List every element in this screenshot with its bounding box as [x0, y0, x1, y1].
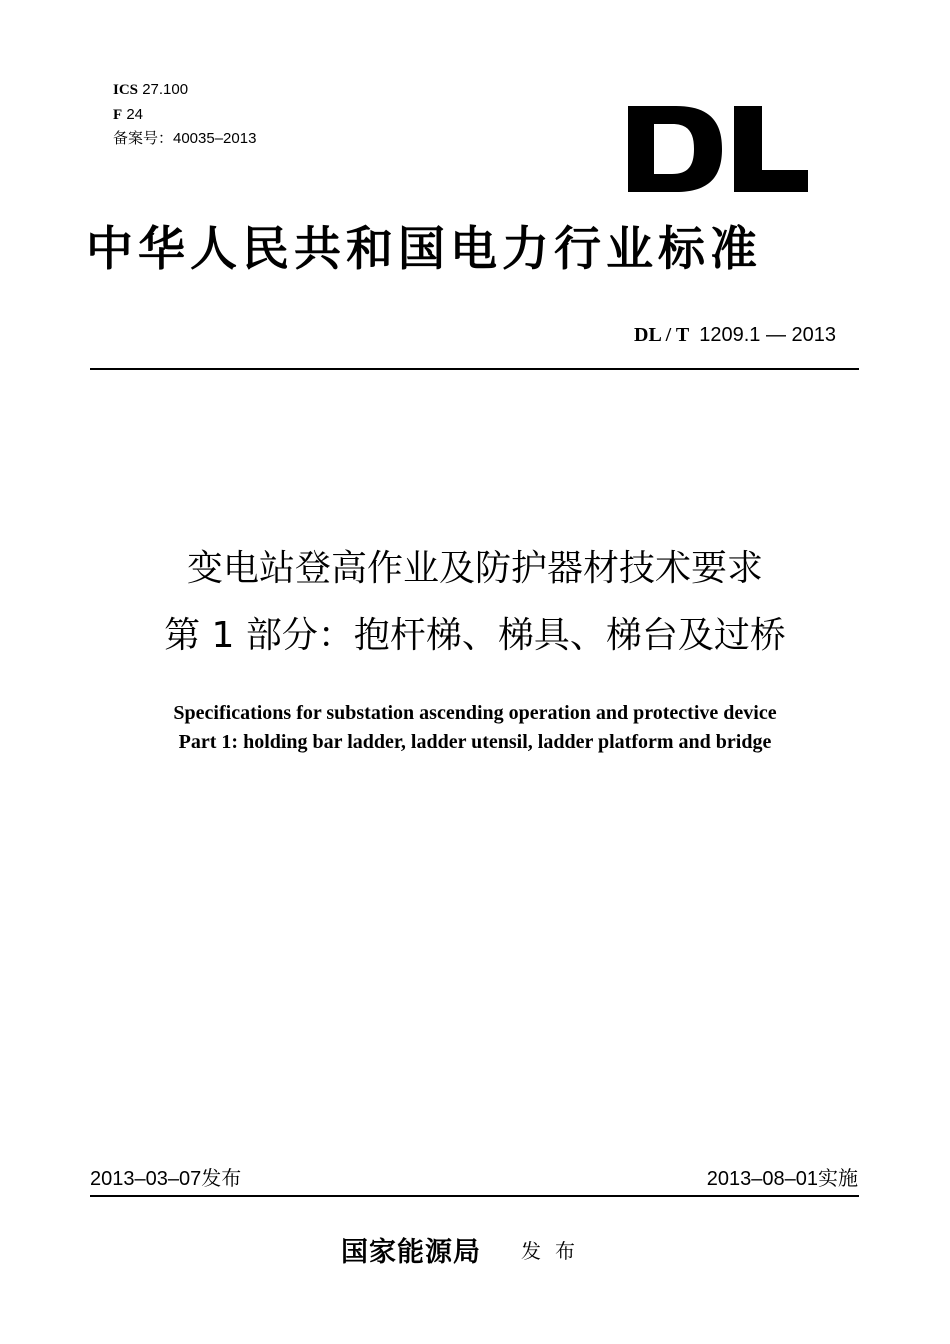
ccs-code [113, 103, 256, 128]
ccs-value: 24 [126, 105, 144, 123]
document-title-en-line2: Part 1: holding bar ladder, ladder utensil, ladder platform and bridge [178, 731, 772, 753]
issuing-authority [341, 1235, 589, 1271]
national-standard-title: 中华人民共和国电力行业标准 [86, 222, 762, 277]
ccs-label: F [113, 106, 123, 123]
ics-code [113, 78, 256, 103]
issue-date [90, 1165, 241, 1192]
document-title-en-line1: Specifications for substation ascending operation and protective device [173, 702, 777, 724]
standard-code: 1209.1 — 2013 [699, 324, 836, 346]
document-title-cn-line2: 第 1 部分：抱杆梯、梯具、梯台及过桥 [164, 615, 786, 656]
implementation-date-value: 2013–08–01 [706, 1168, 818, 1190]
issuer-action: 发布 [521, 1239, 589, 1263]
ics-value: 27.100 [142, 81, 189, 98]
issue-date-value: 2013–03–07 [90, 1168, 202, 1190]
header-divider [90, 368, 859, 370]
document-title-cn-line1: 变电站登高作业及防护器材技术要求 [186, 548, 763, 589]
implementation-date [707, 1165, 858, 1192]
standard-prefix: DL / T [634, 324, 690, 346]
dl-logo [626, 104, 810, 194]
classification-codes [113, 78, 256, 151]
ics-label: ICS [113, 82, 139, 98]
implementation-date-label: 实施 [818, 1166, 858, 1190]
standard-number [634, 321, 836, 348]
issuer-name: 国家能源局 [341, 1237, 481, 1268]
footer-divider [90, 1195, 859, 1197]
filing-number: 备案号：40035–2013 [113, 130, 257, 147]
issue-date-label: 发布 [201, 1166, 242, 1190]
